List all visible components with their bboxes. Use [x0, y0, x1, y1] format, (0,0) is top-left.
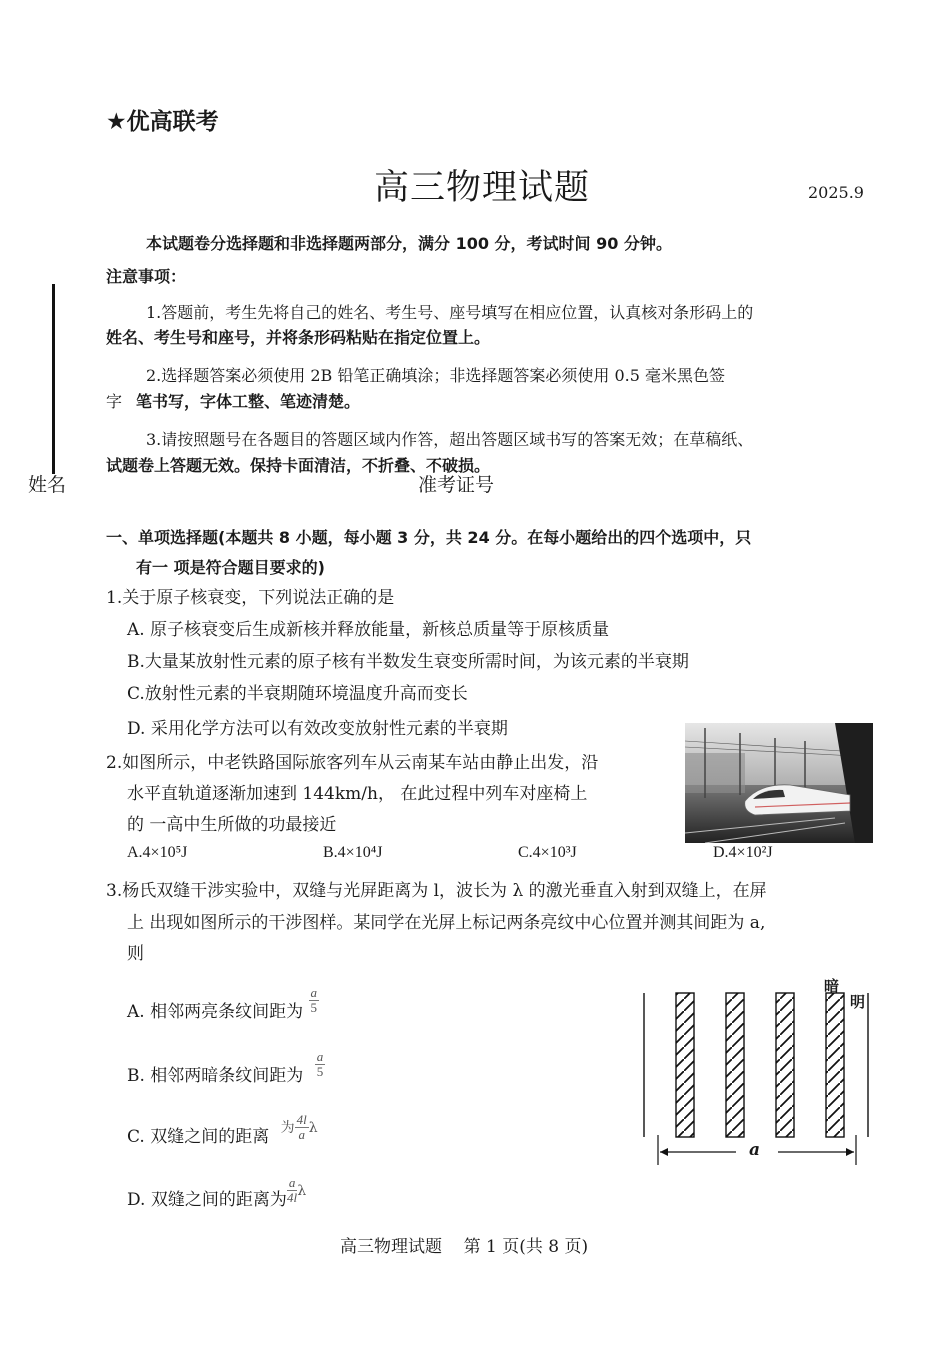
notice-2-line2a: 字: [106, 392, 123, 411]
q2-option-d: D.4×10²J: [713, 844, 773, 861]
train-illustration: [685, 723, 873, 843]
notice-2-line2b: 笔书写，字体工整、笔迹清楚。: [136, 392, 361, 411]
page-title: 高三物理试题: [374, 168, 591, 208]
q1-option-d: D. 采用化学方法可以有效改变放射性元素的半衰期: [127, 719, 508, 739]
section1-heading-line1: 一、单项选择题(本题共 8 小题，每小题 3 分，共 24 分。在每小题给出的四个选项中，只: [106, 528, 752, 547]
q3-stem-line1: 3.杨氏双缝干涉实验中，双缝与光屏距离为 l，波长为 λ 的激光垂直入射到双缝上，在屏: [106, 881, 767, 901]
q3-option-c-lambda: λ: [308, 1120, 318, 1136]
q3-option-c-numerator: 4l: [296, 1112, 307, 1127]
q1-option-b: B.大量某放射性元素的原子核有半数发生衰变所需时间，为该元素的半衰期: [127, 652, 689, 672]
q3-option-d-denominator: 4l: [287, 1190, 298, 1205]
notice-2-line1: 2.选择题答案必须使用 2B 铅笔正确填涂；非选择题答案必须使用 0.5 毫米黑色签: [146, 366, 725, 385]
fig-label-a: a: [749, 1140, 761, 1160]
binding-line: [52, 284, 55, 474]
q3-option-d-text: D. 双缝之间的距离为: [127, 1190, 287, 1210]
train-photo: [685, 723, 873, 843]
q3-option-a-text: A. 相邻两亮条纹间距为: [127, 1002, 304, 1022]
q2-option-a: A.4×10⁵J: [127, 844, 188, 861]
section1-heading-line2: 有一 项是符合题目要求的): [136, 558, 325, 577]
q3-option-a-fraction: [309, 986, 320, 1015]
q2-option-c: C.4×10³J: [518, 844, 577, 861]
q3-option-c-wei: 为: [280, 1120, 295, 1136]
q1-option-c: C.放射性元素的半衰期随环境温度升高而变长: [127, 684, 468, 704]
q3-option-a: [127, 985, 319, 1027]
q3-option-c: [127, 1112, 318, 1152]
q3-option-d-lambda: λ: [297, 1183, 307, 1199]
q2-stem-line2: 水平直轨道逐渐加速到 144km/h， 在此过程中列车对座椅上: [127, 784, 588, 804]
interference-figure: [636, 975, 876, 1170]
notices-heading: 注意事项：: [106, 267, 187, 286]
q3-option-c-denominator: a: [298, 1127, 305, 1142]
fig-label-dark: 暗: [824, 977, 840, 995]
notice-1-line1: 1.答题前，考生先将自己的姓名、考生号、座号填写在相应位置，认真核对条形码上的: [146, 303, 754, 322]
q3-option-a-numerator: a: [310, 985, 317, 1000]
q2-stem-line1: 2.如图所示，中老铁路国际旅客列车从云南某车站由静止出发，沿: [106, 753, 599, 773]
q3-option-b: [127, 1049, 325, 1091]
q3-option-c-fraction: [295, 1113, 309, 1142]
q1-stem: 1.关于原子核衰变，下列说法正确的是: [106, 588, 395, 608]
name-label: 姓名: [28, 474, 67, 496]
page-footer: 高三物理试题 第 1 页(共 8 页): [340, 1237, 589, 1257]
q3-option-a-denominator: 5: [310, 1000, 317, 1015]
q3-option-b-fraction: [315, 1050, 326, 1079]
fig-label-bright: 明: [850, 993, 866, 1011]
q3-option-b-text: B. 相邻两暗条纹间距为: [127, 1066, 304, 1086]
q3-option-d: [127, 1175, 307, 1215]
q3-option-c-text: C. 双缝之间的距离: [127, 1127, 270, 1147]
q1-option-a: A. 原子核衰变后生成新核并释放能量，新核总质量等于原核质量: [127, 620, 610, 640]
notice-3-line2: 试题卷上答题无效。保持卡面清洁，不折叠、不破损。: [106, 456, 491, 475]
q2-stem-line3: 的 一高中生所做的功最接近: [127, 815, 337, 835]
exam-date: 2025.9: [808, 183, 864, 202]
notice-3-line1: 3.请按照题号在各题目的答题区域内作答，超出答题区域书写的答案无效；在草稿纸、: [146, 430, 754, 449]
exam-id-label: 准考证号: [418, 474, 495, 496]
notice-1-line2: 姓名、考生号和座号，并将条形码粘贴在指定位置上。: [106, 328, 491, 347]
q3-option-d-fraction: [287, 1176, 298, 1205]
q2-option-b: B.4×10⁴J: [323, 844, 383, 861]
intro-text: 本试题卷分选择题和非选择题两部分，满分 100 分，考试时间 90 分钟。: [146, 234, 672, 253]
brand-label: ★优高联考: [106, 109, 219, 135]
q3-option-d-numerator: a: [288, 1175, 296, 1190]
q3-option-b-denominator: 5: [316, 1064, 324, 1079]
q3-stem-line3: 则: [127, 944, 144, 964]
q3-stem-line2: 上 出现如图所示的干涉图样。某同学在光屏上标记两条亮纹中心位置并测其间距为 a,: [127, 913, 766, 933]
q3-option-b-numerator: a: [316, 1049, 324, 1064]
